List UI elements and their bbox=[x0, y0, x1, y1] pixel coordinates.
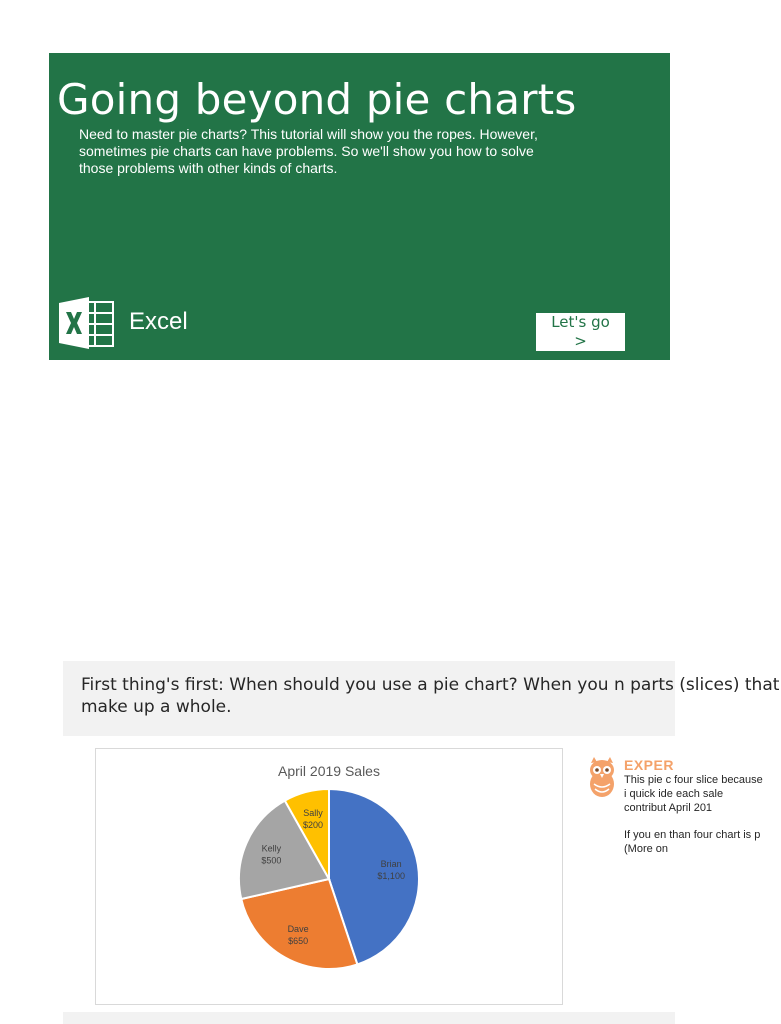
lets-go-label: Let's go bbox=[551, 313, 610, 331]
owl-icon bbox=[585, 757, 619, 799]
pie-chart-frame bbox=[95, 748, 563, 1005]
page-title: Going beyond pie charts bbox=[57, 75, 577, 124]
slice-value-label: $500 bbox=[261, 855, 282, 866]
tip-body: This pie c four slice because i quick ide each sale contribut April 201 If you en than four chart is p (More on bbox=[624, 774, 763, 855]
slice-name-label: Kelly bbox=[261, 843, 282, 854]
pie-chart bbox=[96, 749, 562, 1004]
expert-tip bbox=[585, 757, 763, 957]
slice-value-label: $650 bbox=[288, 935, 309, 946]
slice-name-label: Sally bbox=[303, 808, 323, 819]
slice-value-label: $200 bbox=[303, 820, 324, 831]
excel-logo-icon bbox=[59, 296, 117, 350]
app-name: Excel bbox=[129, 308, 188, 335]
lets-go-arrow: > bbox=[574, 332, 587, 350]
slice-name-label: Dave bbox=[287, 923, 309, 934]
tip-heading: EXPER bbox=[624, 757, 674, 773]
lets-go-button[interactable] bbox=[536, 313, 625, 351]
next-section-strip bbox=[63, 1012, 675, 1024]
slice-value-label: $1,100 bbox=[377, 870, 405, 881]
chart-title: April 2019 Sales bbox=[278, 763, 380, 779]
intro-paragraph: Need to master pie charts? This tutorial will show you the ropes. However, sometimes pie charts can have problems. So we'll show you how to solve those problems with other kinds of charts. bbox=[79, 126, 538, 176]
intro-section-text: First thing's first: When should you use a pie chart? When you n parts (slices) that make up a whole. bbox=[81, 675, 780, 717]
hero-banner bbox=[49, 53, 670, 360]
intro-section bbox=[63, 661, 780, 736]
slice-name-label: Brian bbox=[380, 858, 402, 869]
